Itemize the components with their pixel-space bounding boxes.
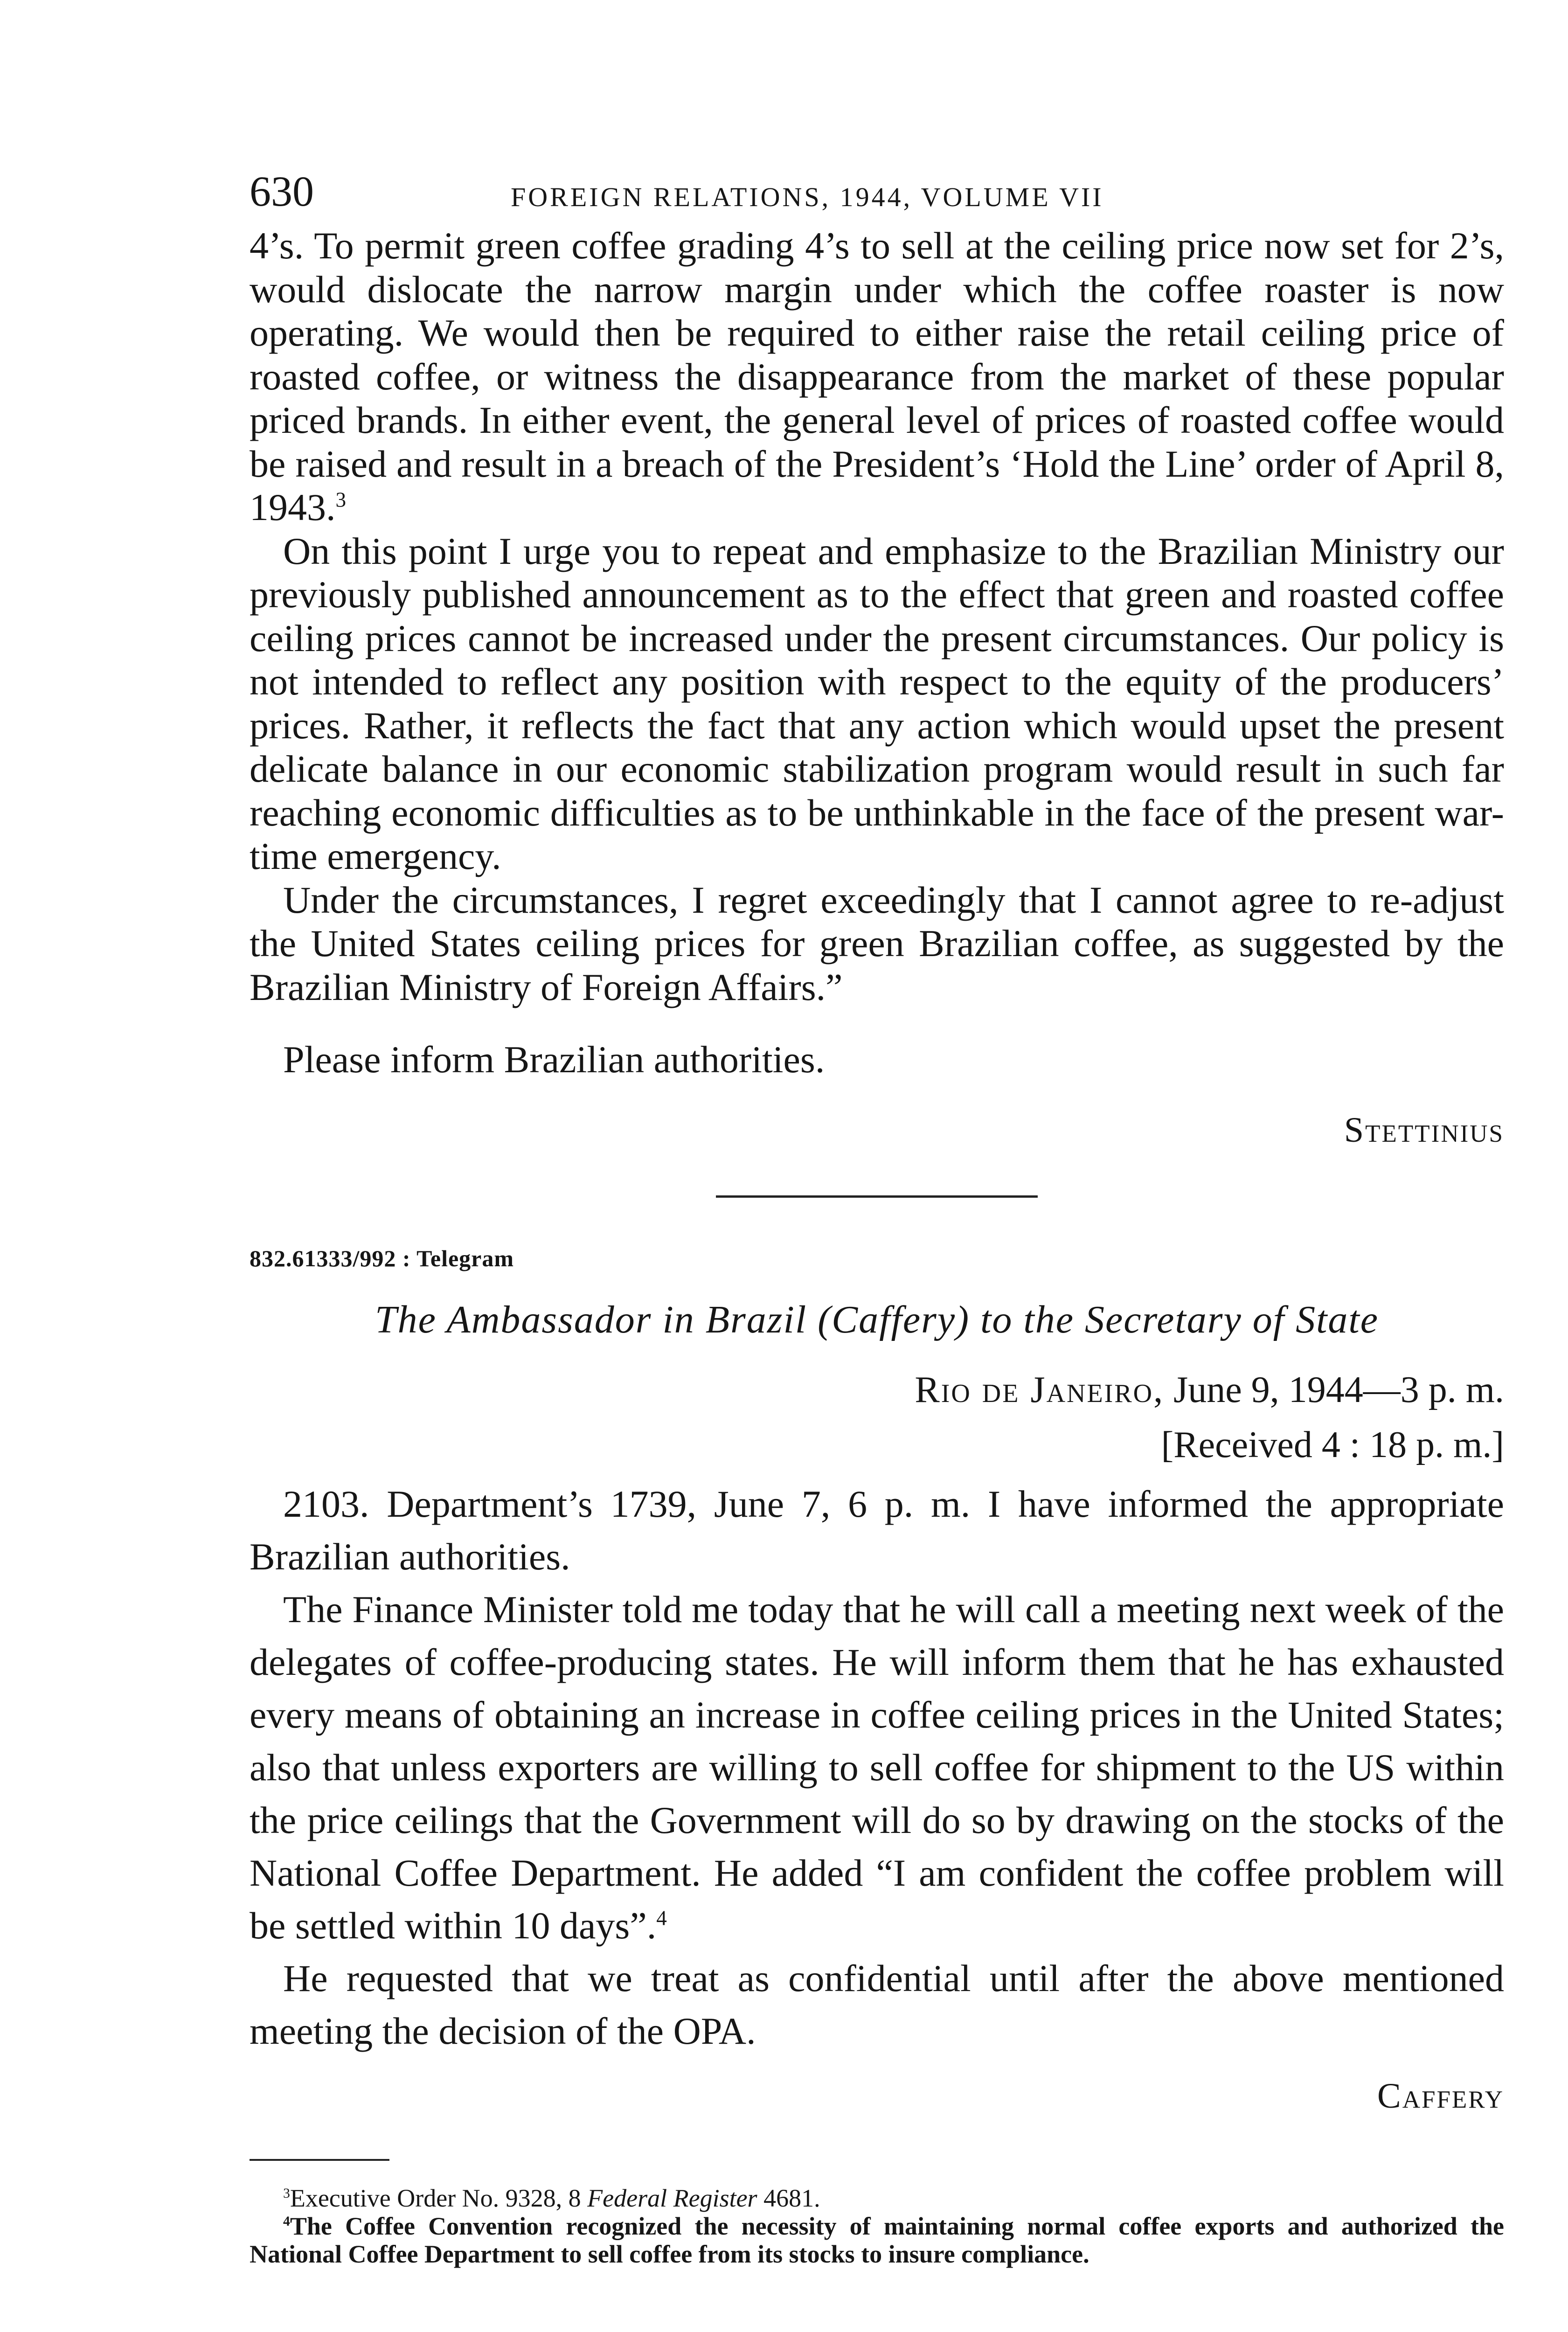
footnote-ref-4: 4 [656, 1906, 667, 1930]
document-title: The Ambassador in Brazil (Caffery) to the Secretary of State [375, 1298, 1379, 1341]
dateline-date: June 9, 1944—3 p. m. [1164, 1369, 1504, 1410]
page-header [250, 168, 1504, 224]
footnotes [250, 2184, 1504, 2268]
footnote-3-text: Executive Order No. 9328, 8 [290, 2184, 588, 2212]
running-title: FOREIGN RELATIONS, 1944, VOLUME VII [511, 182, 1104, 212]
telegram-body [250, 1478, 1504, 2057]
paragraph-1 [250, 224, 1504, 529]
footnote-3-end: 4681. [757, 2184, 820, 2212]
letter-continuation [250, 224, 1504, 1009]
footnote-ref-3: 3 [335, 488, 347, 512]
footnote-4-text: The Coffee Convention recognized the necessity of maintaining normal coffee exports and authorized the National Coffee Department to sell coffee from its stocks to insure compliance. [250, 2212, 1504, 2268]
telegram-paragraph-2-text: The Finance Minister told me today that he will call a meeting next week of the delegates of coffee-producing states. He will inform them that he has exhausted every means of obtaining an increase in coffee ceiling prices in the United States; also that unless exporters are willing to sell coffee for shipment to the US within the price ceilings that the Government will do so by drawing on the stocks of the National Coffee Department. He added “I am confident the coffee problem will be settled within 10 days”. [250, 1588, 1504, 1947]
telegram-paragraph-2 [250, 1583, 1504, 1952]
paragraph-3: Under the circumstances, I regret exceedingly that I cannot agree to re-adjust the United States ceiling prices for green Brazilian coffee, as suggested by the Brazilian Ministry of Foreign Affairs.” [250, 878, 1504, 1008]
closing-instruction: Please inform Brazilian authorities. [283, 1038, 825, 1081]
paragraph-2: On this point I urge you to repeat and emphasize to the Brazilian Ministry our previously published announcement as to the effect that green and roasted coffee ceiling prices cannot be increased under the present circumstances. Our policy is not intended to reflect any position with respect to the equity of the producers’ prices. Rather, it reflects the fact that any action which would upset the present delicate balance in our economic stabilization program would result in such far reaching economic difficulties as to be unthinkable in the face of the present war-time emergency. [250, 529, 1504, 877]
document-id: 832.61333/992 : Telegram [250, 1245, 514, 1271]
footnote-divider [250, 2159, 389, 2161]
signature-caffery: Caffery [1377, 2076, 1504, 2116]
footnote-4 [250, 2212, 1504, 2268]
paragraph-1-text: 4’s. To permit green coffee grading 4’s to sell at the ceiling price now set for 2’s, would dislocate the narrow margin under which the coffee roaster is now operating. We would then be required to either raise the retail ceiling price of roasted coffee, or witness the disappearance from the market of these popular priced brands. In either event, the general level of prices of roasted coffee would be raised and result in a breach of the President’s ‘Hold the Line’ order of April 8, 1943. [250, 224, 1504, 528]
telegram-paragraph-1: 2103. Department’s 1739, June 7, 6 p. m. I have informed the appropriate Brazilian authorities. [250, 1483, 1504, 1578]
document-page [250, 168, 1504, 2268]
signature-stettinius: Stettinius [1344, 1110, 1504, 1150]
page-number: 630 [250, 167, 314, 215]
footnote-4-mark: 4 [283, 2214, 290, 2229]
dateline-place: Rio de Janeiro, [915, 1369, 1165, 1410]
received-time: [Received 4 : 18 p. m.] [1161, 1424, 1504, 1465]
section-divider [716, 1195, 1038, 1198]
footnote-3-italic: Federal Register [587, 2184, 757, 2212]
telegram-paragraph-3: He requested that we treat as confidential until after the above mentioned meeting the decision of the OPA. [250, 1957, 1504, 2052]
footnote-3-mark: 3 [283, 2186, 290, 2201]
footnote-3 [250, 2184, 1504, 2212]
dateline [250, 1367, 1504, 1413]
